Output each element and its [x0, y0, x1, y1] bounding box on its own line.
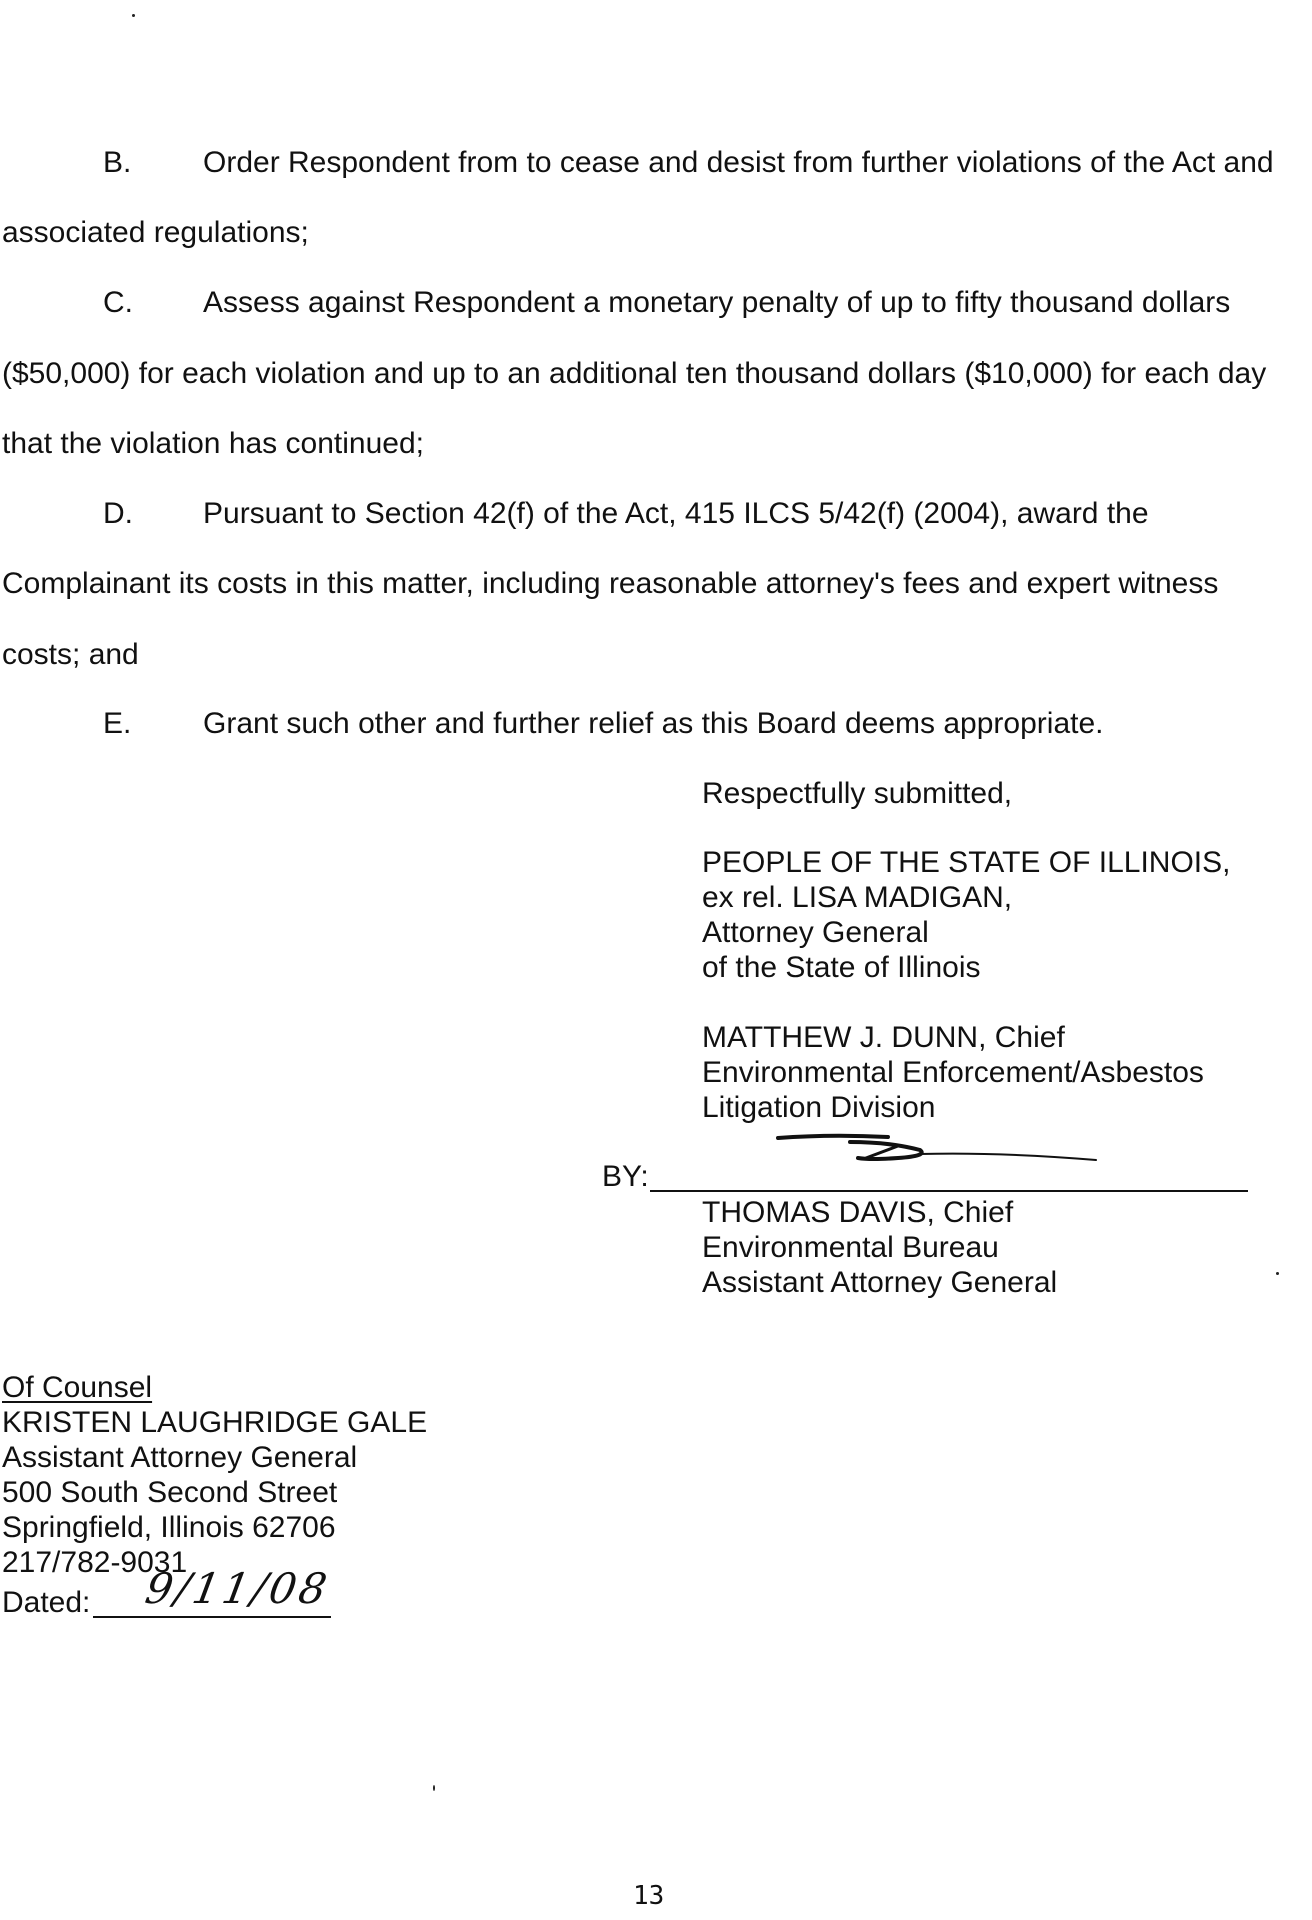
counsel-line: 217/782-9031	[2, 1546, 188, 1579]
party-line: ex rel. LISA MADIGAN,	[702, 881, 1013, 914]
signer-line: Assistant Attorney General	[702, 1266, 1058, 1299]
paragraph-d-line-3: costs; and	[2, 638, 139, 671]
signer-line: THOMAS DAVIS, Chief	[702, 1196, 1014, 1229]
party-line: Attorney General	[702, 916, 929, 949]
counsel-line: Assistant Attorney General	[2, 1441, 358, 1474]
party-line: PEOPLE OF THE STATE OF ILLINOIS,	[702, 846, 1231, 879]
counsel-line: Springfield, Illinois 62706	[2, 1511, 336, 1544]
signer-line: Environmental Bureau	[702, 1231, 999, 1264]
paragraph-d-label: D.	[103, 497, 133, 530]
scan-speck	[132, 14, 135, 17]
counsel-line: 500 South Second Street	[2, 1476, 338, 1509]
signature-scribble	[770, 1128, 1100, 1178]
paragraph-b-label: B.	[103, 146, 132, 179]
by-label: BY:	[602, 1160, 649, 1193]
chief-line: Environmental Enforcement/Asbestos	[702, 1056, 1204, 1089]
paragraph-e-label: E.	[103, 707, 132, 740]
paragraph-c-line-2: ($50,000) for each violation and up to an additional ten thousand dollars ($10,000) for each day	[2, 357, 1267, 390]
chief-line: MATTHEW J. DUNN, Chief	[702, 1021, 1065, 1054]
dated-label: Dated:	[2, 1586, 91, 1619]
signer-block	[702, 1195, 1057, 1300]
dated-line	[93, 1616, 331, 1618]
paragraph-b-line-1: Order Respondent from to cease and desist from further violations of the Act and	[203, 146, 1274, 179]
paragraph-c-label: C.	[103, 286, 133, 319]
closing-text: Respectfully submitted,	[702, 777, 1013, 810]
party-line: of the State of Illinois	[702, 951, 981, 984]
chief-block	[702, 1020, 1204, 1125]
dated-value: 9/11/08	[141, 1564, 334, 1613]
scan-speck	[1276, 1272, 1279, 1275]
paragraph-e-line-1: Grant such other and further relief as this Board deems appropriate.	[203, 707, 1104, 740]
party-block	[702, 845, 1230, 985]
paragraph-d-line-2: Complainant its costs in this matter, including reasonable attorney's fees and expert witness	[2, 567, 1219, 600]
counsel-block	[2, 1370, 427, 1580]
page-number: 13	[633, 1881, 665, 1911]
signature-line	[650, 1190, 1248, 1192]
counsel-line: KRISTEN LAUGHRIDGE GALE	[2, 1406, 428, 1439]
counsel-heading: Of Counsel	[2, 1371, 153, 1404]
scan-speck	[433, 1785, 435, 1791]
paragraph-c-line-3: that the violation has continued;	[2, 427, 424, 460]
paragraph-b-line-2: associated regulations;	[2, 216, 309, 249]
chief-line: Litigation Division	[702, 1091, 936, 1124]
paragraph-d-line-1: Pursuant to Section 42(f) of the Act, 415 ILCS 5/42(f) (2004), award the	[203, 497, 1149, 530]
paragraph-c-line-1: Assess against Respondent a monetary penalty of up to fifty thousand dollars	[203, 286, 1231, 319]
